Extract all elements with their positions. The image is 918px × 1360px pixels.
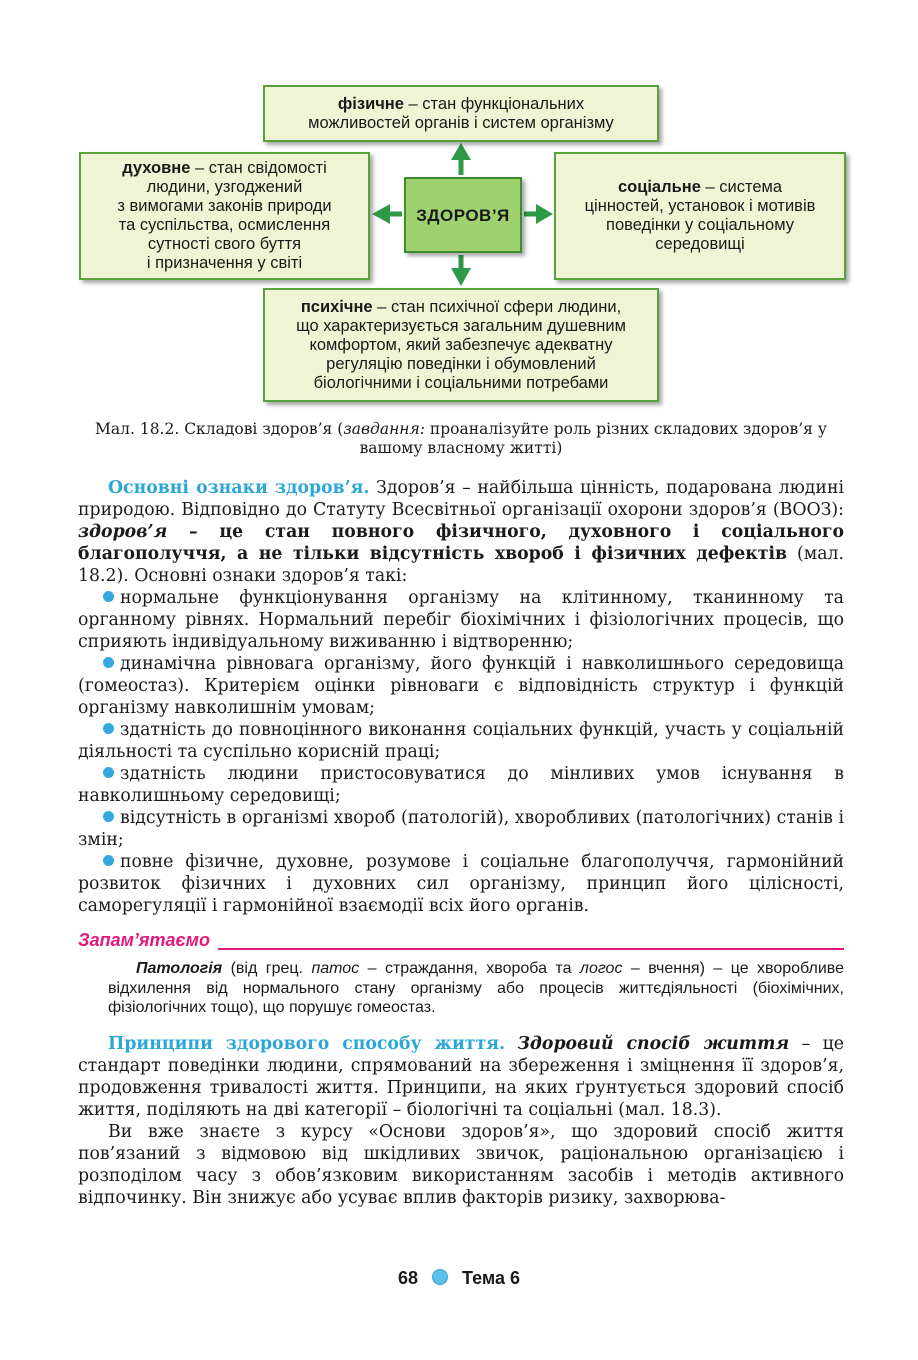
bullet-icon bbox=[103, 767, 114, 778]
health-center-label: ЗДОРОВ’Я bbox=[416, 205, 510, 225]
definition-text: – це стан повного фізичного, духовного і соціального благополуччя, а не тільки відсутність хвороб і фізичних дефектів bbox=[78, 522, 844, 564]
physical-text: – стан функціональних bbox=[403, 94, 585, 113]
paragraph bbox=[78, 1033, 844, 1121]
mental-line: що характеризується загальним душевним bbox=[296, 316, 626, 335]
list-item-text: здатність людини пристосовуватися до мінливих умов існування в навколишньому середовищі; bbox=[78, 764, 844, 806]
physical-health-box bbox=[263, 85, 659, 142]
list-item bbox=[78, 851, 844, 917]
caption-text-rest: проаналізуйте роль різних складових здоров’я у вашому власному житті) bbox=[359, 420, 827, 457]
list-item bbox=[78, 763, 844, 807]
bullet-icon bbox=[103, 723, 114, 734]
social-line: поведінки у соціальному bbox=[606, 216, 794, 234]
social-line: цінностей, установок і мотивів bbox=[584, 197, 816, 215]
remember-word: патос bbox=[311, 960, 360, 977]
caption-text: Мал. 18.2. Складові здоров’я ( bbox=[95, 420, 344, 438]
health-center-box bbox=[404, 177, 522, 253]
spiritual-line: сутності свого буття bbox=[147, 235, 302, 253]
list-item-text: динамічна рівновага організму, його функцій і навколишнього середовища (гомеостаз). Критерієм оцінки рівноваги є відповідність структур і функцій організму навколишнім умовам; bbox=[78, 654, 844, 718]
social-term: соціальне bbox=[617, 178, 701, 196]
spiritual-term: духовне bbox=[122, 159, 191, 177]
mental-health-box bbox=[263, 288, 659, 402]
section-healthy-lifestyle bbox=[78, 1033, 844, 1209]
page-footer bbox=[0, 1268, 918, 1289]
bullet-icon bbox=[103, 657, 114, 668]
section-health-signs bbox=[78, 477, 844, 917]
section-heading: Основні ознаки здоров’я. bbox=[108, 478, 370, 498]
mental-line: регуляцію поведінки і обумовлений bbox=[326, 354, 596, 373]
remember-term: Патологія bbox=[136, 960, 223, 977]
section-heading: Принципи здорового способу життя. bbox=[108, 1034, 505, 1054]
bullet-icon bbox=[103, 591, 114, 602]
paragraph-text: (мал. 18.2). Основні ознаки здоров’я такі: bbox=[78, 544, 844, 586]
paragraph-text: Здоров’я – найбільша цінність, подарована людині природою. Відповідно до Статуту Всесвітньої організації охорони здоров’я (ВООЗ): bbox=[78, 478, 844, 520]
spiritual-health-box bbox=[79, 152, 370, 280]
list-item bbox=[78, 587, 844, 653]
caption-task-label: завдання: bbox=[343, 420, 425, 438]
paragraph: Ви вже знаєте з курсу «Основи здоров’я», що здоровий спосіб життя пов’язаний з відмовою від шкідливих звичок, раціональною організацією і розподілом часу з обов’язковим використанням засобів і методів активного відпочинку. Він знижує або усуває вплив факторів ризику, захворюва- bbox=[78, 1122, 844, 1208]
spiritual-line: з вимогами законів природи bbox=[117, 197, 332, 215]
paragraph-text: – це стандарт поведінки людини, спрямований на збереження і зміцнення її здоров’я, продовження тривалості життя. Принципи, на яких ґрунтується здоровий спосіб життя, поділяють на дві категорії – біологічні та соціальні (мал. 18.3). bbox=[78, 1034, 845, 1120]
remember-text-part: (від грец. bbox=[222, 960, 312, 977]
health-signs-list bbox=[78, 587, 844, 917]
social-health-box bbox=[554, 152, 846, 280]
list-item bbox=[78, 719, 844, 763]
list-item bbox=[78, 653, 844, 719]
social-text: – система bbox=[700, 178, 783, 196]
list-item-text: відсутність в організмі хвороб (патологій), хворобливих (патологічних) станів і змін; bbox=[78, 808, 844, 850]
remember-text-part: – вчення) – це хворобливе відхилення від нормального стану організму або процесів життєдіяльності (біохімічних, фізіологічних тощо), що порушує гомеостаз. bbox=[108, 960, 844, 1016]
definition-term: Здоровий спосіб життя bbox=[517, 1034, 790, 1054]
spiritual-line: і призначення у світі bbox=[146, 254, 303, 272]
mental-text: – стан психічної сфери людини, bbox=[372, 297, 622, 316]
physical-term: фізичне bbox=[337, 94, 404, 113]
spiritual-line: та суспільства, осмислення bbox=[118, 216, 331, 234]
definition-term: здоров’я bbox=[78, 522, 168, 542]
page-number: 68 bbox=[397, 1268, 419, 1288]
list-item-text: нормальне функціонування організму на клітинному, тканинному та органному рівнях. Нормальний перебіг біохімічних і фізіологічних процесів, що сприяють індивідуальному виживанню і відтворенню; bbox=[78, 588, 844, 652]
remember-title: Запам’ятаємо bbox=[78, 930, 218, 951]
physical-text-line2: можливостей органів і систем організму bbox=[308, 113, 614, 132]
remember-box bbox=[78, 930, 844, 1018]
mental-line: комфортом, який забезпечує адекватну bbox=[309, 335, 613, 354]
mental-line: біологічними і соціальними потребами bbox=[313, 373, 609, 392]
health-components-diagram bbox=[0, 0, 918, 410]
paragraph bbox=[78, 477, 844, 587]
remember-word: логос bbox=[579, 960, 623, 977]
bullet-icon bbox=[103, 811, 114, 822]
spiritual-text: – стан свідомості bbox=[190, 159, 327, 177]
list-item bbox=[78, 807, 844, 851]
spiritual-line: людини, узгоджений bbox=[146, 178, 303, 196]
figure-caption bbox=[78, 420, 844, 458]
list-item-text: повне фізичне, духовне, розумове і соціальне благополуччя, гармонійний розвиток фізичних і духовних сил організму, принцип його цілісності, саморегуляції і гармонійної взаємодії всіх його органів. bbox=[78, 852, 844, 916]
footer-dot-icon bbox=[432, 1269, 448, 1285]
list-item-text: здатність до повноцінного виконання соціальних функцій, участь у соціальній діяльності та суспільно корисній праці; bbox=[78, 720, 844, 762]
mental-term: психічне bbox=[300, 297, 373, 316]
topic-label: Тема 6 bbox=[462, 1268, 520, 1288]
bullet-icon bbox=[103, 855, 114, 866]
remember-text bbox=[108, 959, 844, 1018]
social-line: середовищі bbox=[655, 235, 745, 253]
remember-text-part: – страждання, хвороба та bbox=[359, 960, 580, 977]
